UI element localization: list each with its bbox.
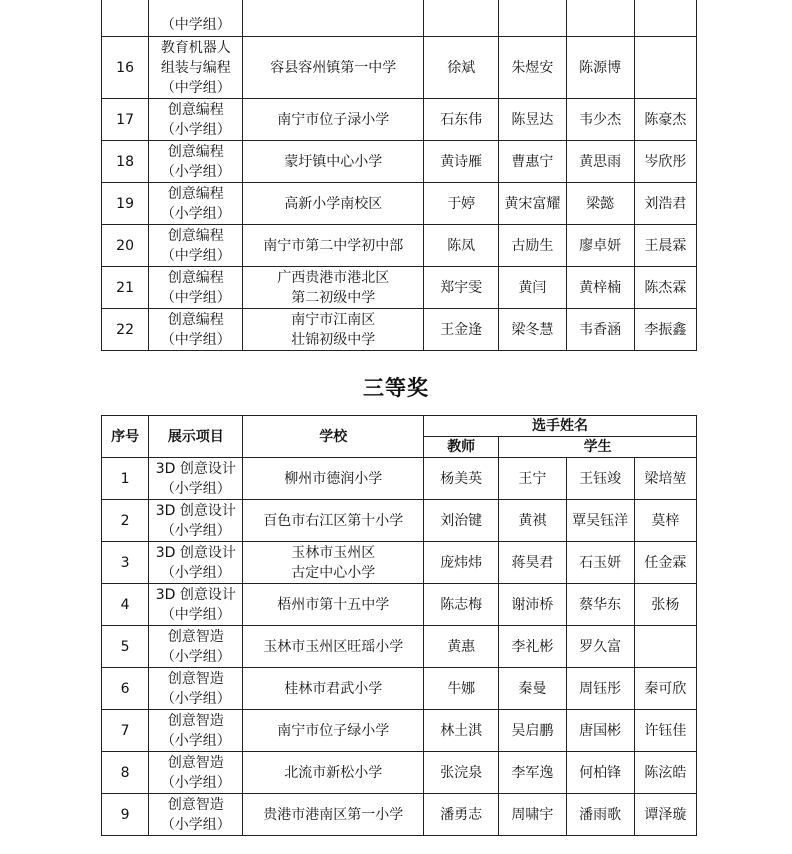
student-cell: 罗久富: [566, 626, 634, 668]
teacher-cell: 黄诗雁: [424, 141, 499, 183]
student-cell: 谭泽璇: [634, 794, 696, 836]
table-row: [102, 710, 697, 752]
no-cell: 5: [102, 626, 149, 668]
table-row: [102, 99, 697, 141]
table-row: [102, 458, 697, 500]
student-cell: 周钰彤: [566, 668, 634, 710]
teacher-cell: 徐斌: [424, 37, 499, 99]
teacher-cell: 陈志梅: [424, 584, 499, 626]
student-cell: 梁冬慧: [499, 309, 566, 351]
school-cell: 南宁市江南区 壮锦初级中学: [243, 309, 424, 351]
no-cell: 6: [102, 668, 149, 710]
student-cell: 陈泫皓: [634, 752, 696, 794]
project-cell: 创意编程 （小学组）: [149, 141, 243, 183]
no-cell: 1: [102, 458, 149, 500]
student-cell: 莫梓: [634, 500, 696, 542]
student-cell: 秦可欣: [634, 668, 696, 710]
student-cell: 潘雨歌: [566, 794, 634, 836]
project-cell: 教育机器人 组装与编程 （中学组）: [149, 37, 243, 99]
table-row: [102, 584, 697, 626]
section-title: 三等奖: [363, 376, 429, 400]
student-cell: 梁懿: [566, 183, 634, 225]
student-cell: 张杨: [634, 584, 696, 626]
project-cell: 3D 创意设计 （中学组）: [149, 584, 243, 626]
no-cell: 16: [102, 37, 149, 99]
header-teacher: 教师: [424, 437, 499, 458]
project-cell: 3D 创意设计 （小学组）: [149, 458, 243, 500]
student-cell: 李振鑫: [634, 309, 696, 351]
project-cell: 创意智造 （小学组）: [149, 668, 243, 710]
school-cell: 高新小学南校区: [243, 183, 424, 225]
no-cell: 19: [102, 183, 149, 225]
table-row: [102, 500, 697, 542]
project-cell: （中学组）: [149, 0, 243, 37]
teacher-cell: 牛娜: [424, 668, 499, 710]
student-cell: 黄梓楠: [566, 267, 634, 309]
project-cell: 创意智造 （小学组）: [149, 752, 243, 794]
no-cell: [102, 0, 149, 37]
student-cell: [634, 626, 696, 668]
student-cell: 岑欣彤: [634, 141, 696, 183]
student-cell: 黄思雨: [566, 141, 634, 183]
project-cell: 3D 创意设计 （小学组）: [149, 542, 243, 584]
teacher-cell: 庞炜炜: [424, 542, 499, 584]
school-cell: 梧州市第十五中学: [243, 584, 424, 626]
school-cell: 南宁市第二中学初中部: [243, 225, 424, 267]
table-row: [102, 668, 697, 710]
table-row: [102, 309, 697, 351]
no-cell: 22: [102, 309, 149, 351]
table-row: [102, 225, 697, 267]
student-cell: 王晨霖: [634, 225, 696, 267]
table-row: [102, 542, 697, 584]
student-cell: 陈源博: [566, 37, 634, 99]
project-cell: 创意编程 （小学组）: [149, 99, 243, 141]
student-cell: 王宁: [499, 458, 566, 500]
student-cell: 黄宋富耀: [499, 183, 566, 225]
teacher-cell: 郑宇雯: [424, 267, 499, 309]
no-cell: 4: [102, 584, 149, 626]
student-cell: 覃吴钰洋: [566, 500, 634, 542]
no-cell: 9: [102, 794, 149, 836]
student-cell: 何柏锋: [566, 752, 634, 794]
school-cell: 广西贵港市港北区 第二初级中学: [243, 267, 424, 309]
teacher-cell: 陈凤: [424, 225, 499, 267]
header-school: 学校: [243, 416, 424, 458]
school-cell: 贵港市港南区第一小学: [243, 794, 424, 836]
teacher-cell: 潘勇志: [424, 794, 499, 836]
student-cell: 陈昱达: [499, 99, 566, 141]
teacher-cell: 石东伟: [424, 99, 499, 141]
student-cell: 李礼彬: [499, 626, 566, 668]
student-cell: 蔡华东: [566, 584, 634, 626]
student-cell: 黄闫: [499, 267, 566, 309]
teacher-cell: 王金逢: [424, 309, 499, 351]
school-cell: 玉林市玉州区旺瑶小学: [243, 626, 424, 668]
table-row: [102, 267, 697, 309]
teacher-cell: 张浣泉: [424, 752, 499, 794]
header-student: 学生: [499, 437, 697, 458]
student-cell: 王钰竣: [566, 458, 634, 500]
school-cell: 桂林市君武小学: [243, 668, 424, 710]
student-cell: 廖卓妍: [566, 225, 634, 267]
project-cell: 创意编程 （小学组）: [149, 183, 243, 225]
no-cell: 21: [102, 267, 149, 309]
project-cell: 创意编程 （中学组）: [149, 225, 243, 267]
student-cell: 陈杰霖: [634, 267, 696, 309]
project-cell: 创意编程 （中学组）: [149, 267, 243, 309]
school-cell: 玉林市玉州区 古定中心小学: [243, 542, 424, 584]
student-cell: 任金霖: [634, 542, 696, 584]
school-cell: 南宁市位子渌小学: [243, 99, 424, 141]
teacher-cell: 黄惠: [424, 626, 499, 668]
student-cell: 谢沛桥: [499, 584, 566, 626]
student-cell: 刘浩君: [634, 183, 696, 225]
student-cell: 陈豪杰: [634, 99, 696, 141]
header-no: 序号: [102, 416, 149, 458]
third-prize-table: [101, 415, 697, 836]
project-cell: 创意智造 （小学组）: [149, 794, 243, 836]
student-cell: 梁培堃: [634, 458, 696, 500]
no-cell: 20: [102, 225, 149, 267]
school-cell: 北流市新松小学: [243, 752, 424, 794]
teacher-cell: 林土淇: [424, 710, 499, 752]
table-row: [102, 141, 697, 183]
no-cell: 3: [102, 542, 149, 584]
table-row: [102, 183, 697, 225]
student-cell: 吴启鹏: [499, 710, 566, 752]
student-cell: [634, 37, 696, 99]
student-cell: 蒋昊君: [499, 542, 566, 584]
teacher-cell: 杨美英: [424, 458, 499, 500]
table-row: [102, 752, 697, 794]
no-cell: 8: [102, 752, 149, 794]
project-cell: 创意智造 （小学组）: [149, 710, 243, 752]
school-cell: 蒙圩镇中心小学: [243, 141, 424, 183]
student-cell: 李军逸: [499, 752, 566, 794]
school-cell: 容县容州镇第一中学: [243, 37, 424, 99]
student-cell: 朱煜安: [499, 37, 566, 99]
project-cell: 创意智造 （小学组）: [149, 626, 243, 668]
no-cell: 18: [102, 141, 149, 183]
school-cell: 南宁市位子绿小学: [243, 710, 424, 752]
student-cell: 秦曼: [499, 668, 566, 710]
student-cell: 曹惠宁: [499, 141, 566, 183]
table-row: [102, 626, 697, 668]
student-cell: 韦少杰: [566, 99, 634, 141]
school-cell: 百色市右江区第十小学: [243, 500, 424, 542]
header-names: 选手姓名: [424, 416, 697, 437]
top-award-table: [101, 0, 697, 351]
student-cell: 许钰佳: [634, 710, 696, 752]
teacher-cell: 刘治键: [424, 500, 499, 542]
table-row: [102, 0, 697, 37]
project-cell: 创意编程 （中学组）: [149, 309, 243, 351]
student-cell: 古励生: [499, 225, 566, 267]
teacher-cell: 于婷: [424, 183, 499, 225]
no-cell: 17: [102, 99, 149, 141]
student-cell: 韦香涵: [566, 309, 634, 351]
student-cell: 黄祺: [499, 500, 566, 542]
table-row: [102, 37, 697, 99]
project-cell: 3D 创意设计 （小学组）: [149, 500, 243, 542]
school-cell: 柳州市德润小学: [243, 458, 424, 500]
header-project: 展示项目: [149, 416, 243, 458]
no-cell: 7: [102, 710, 149, 752]
student-cell: 唐国彬: [566, 710, 634, 752]
header-row: [102, 416, 697, 437]
no-cell: 2: [102, 500, 149, 542]
student-cell: 石玉妍: [566, 542, 634, 584]
table-row: [102, 794, 697, 836]
student-cell: 周啸宇: [499, 794, 566, 836]
